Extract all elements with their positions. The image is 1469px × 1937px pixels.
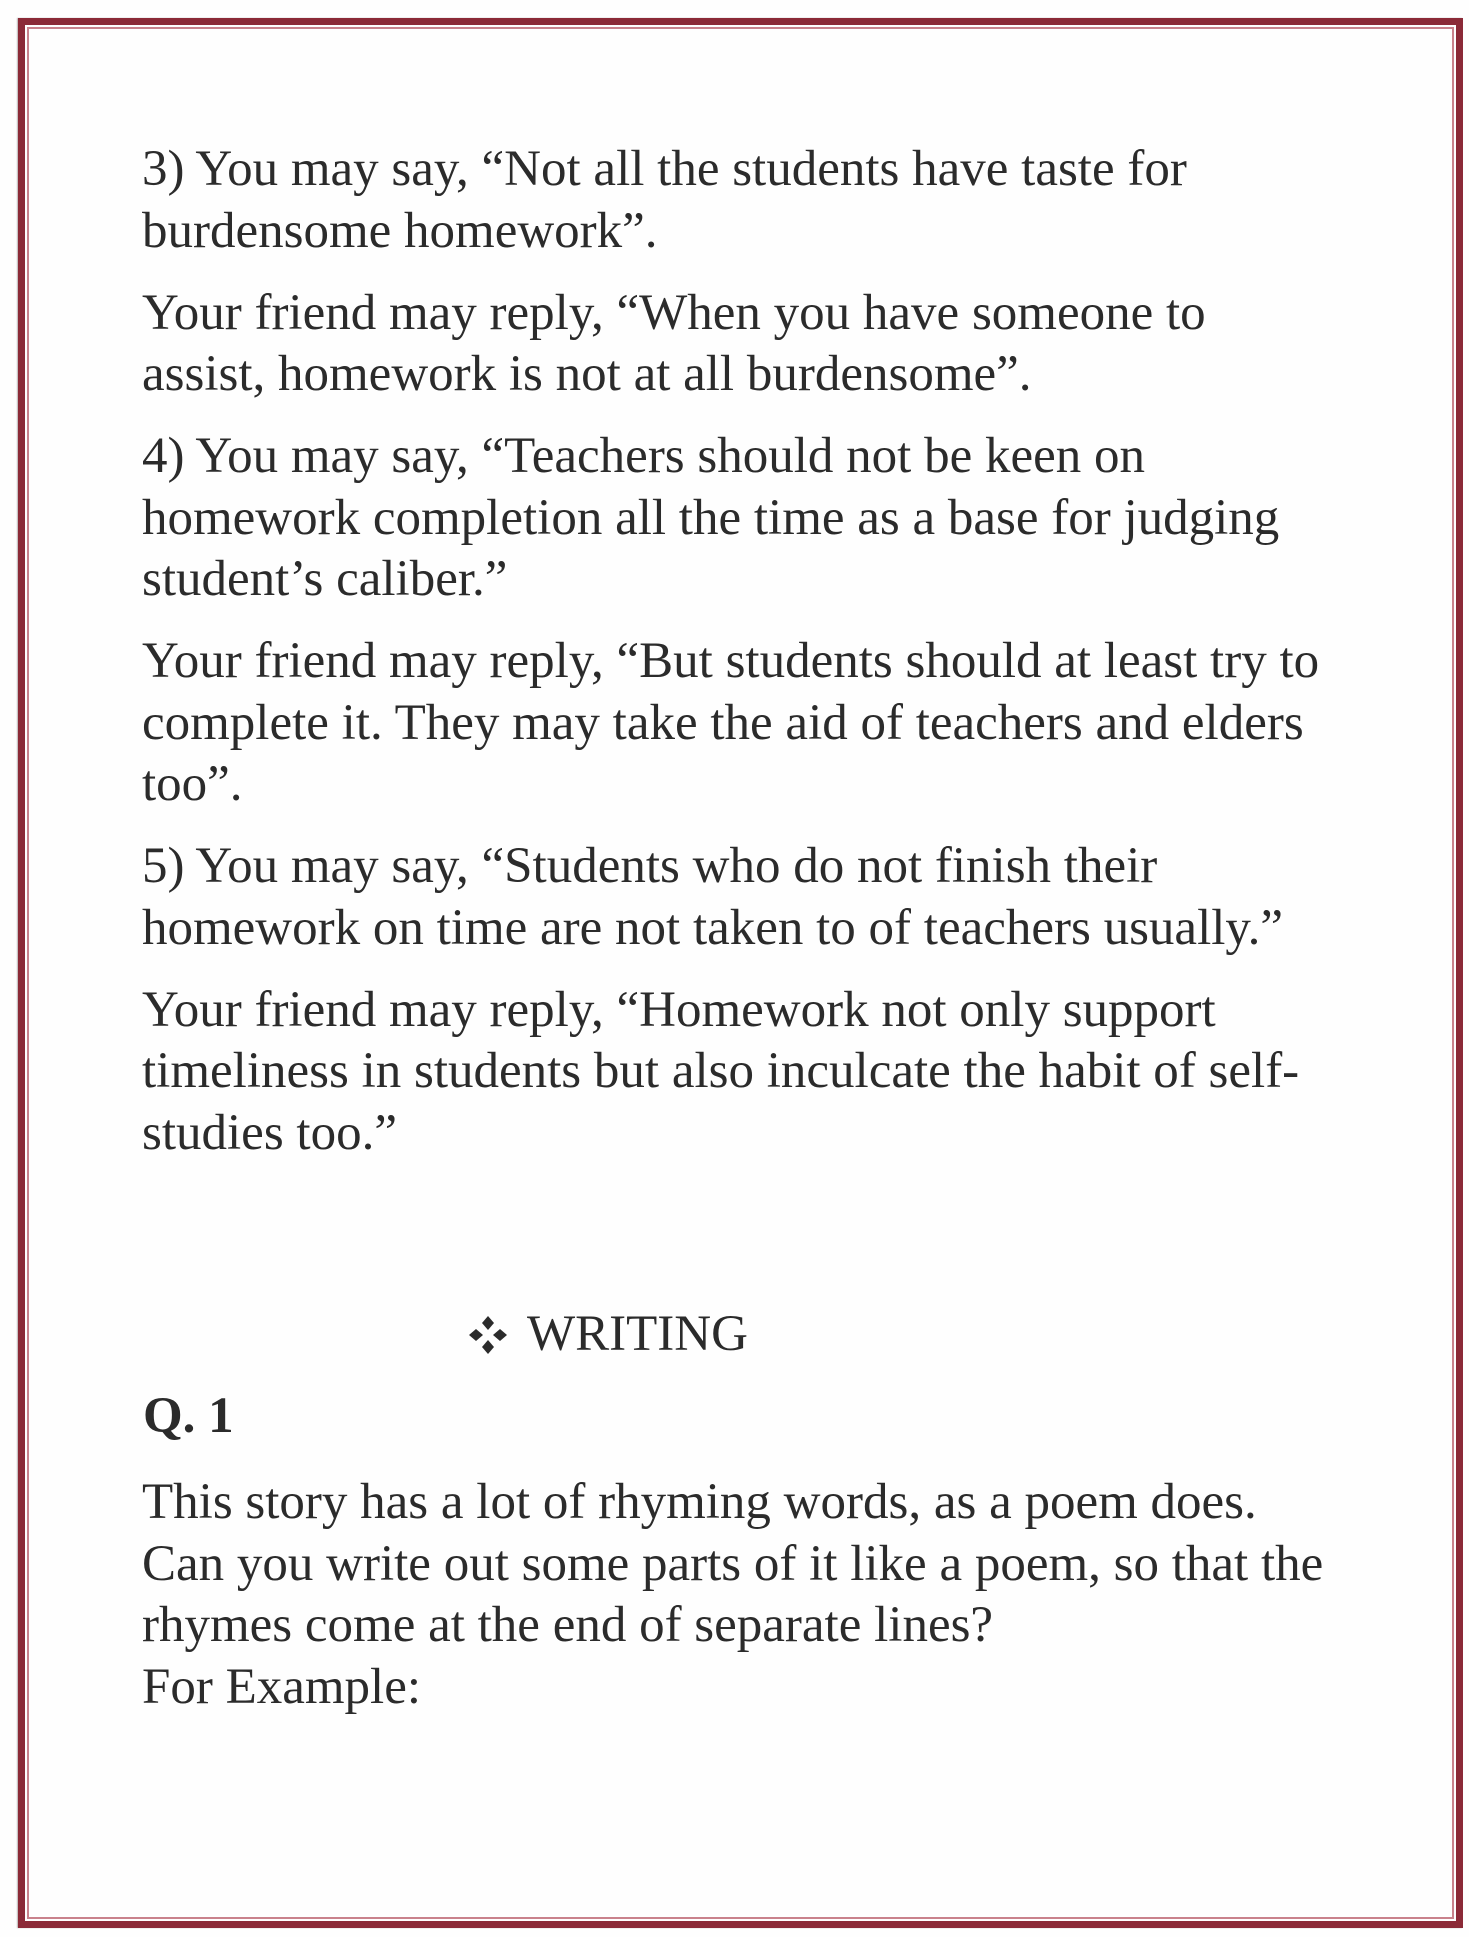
text-line: student’s caliber.” [142,551,508,607]
dialogue-section [142,139,1402,1185]
section-heading-text: WRITING [527,1306,748,1362]
writing-section-heading [468,1304,748,1366]
dialogue-paragraph-3-friend [142,283,1402,406]
dialogue-paragraph-4-friend [142,631,1402,816]
text-line: 4) You may say, “Teachers should not be keen on [142,428,1145,484]
text-line: timeliness in students but also inculcate the habit of self- [142,1043,1300,1099]
text-line: complete it. They may take the aid of teachers and elders [142,694,1304,751]
text-line: Can you write out some parts of it like a poem, so that the [142,1535,1324,1592]
text-line: studies too.” [142,1104,397,1161]
text-line: This story has a lot of rhyming words, as a poem does. [142,1474,1257,1530]
dialogue-paragraph-3-you [142,139,1402,262]
text-line: 5) You may say, “Students who do not finish their [142,838,1158,894]
text-line: rhymes come at the end of separate lines? [142,1597,994,1653]
text-line: Your friend may reply, “When you have someone to [142,284,1206,341]
text-line: 3) You may say, “Not all the students have taste for [142,141,1187,197]
dialogue-paragraph-5-you [142,836,1402,959]
text-line: assist, homework is not at all burdensome”. [142,346,1032,402]
text-line: Your friend may reply, “But students should at least try to [142,633,1320,689]
text-line: For Example: [142,1658,422,1715]
text-line: Your friend may reply, “Homework not only support [142,981,1216,1038]
dialogue-paragraph-4-you [142,426,1402,611]
dialogue-paragraph-5-friend [142,980,1402,1165]
question-text [142,1472,1323,1718]
text-line: homework on time are not taken to of teachers usually.” [142,899,1283,956]
text-line: homework completion all the time as a base for judging [142,489,1280,546]
text-line: too”. [142,756,243,812]
question-number: Q. 1 [143,1388,234,1444]
text-line: burdensome homework”. [142,202,658,259]
four-diamond-bullet-icon [468,1309,508,1349]
